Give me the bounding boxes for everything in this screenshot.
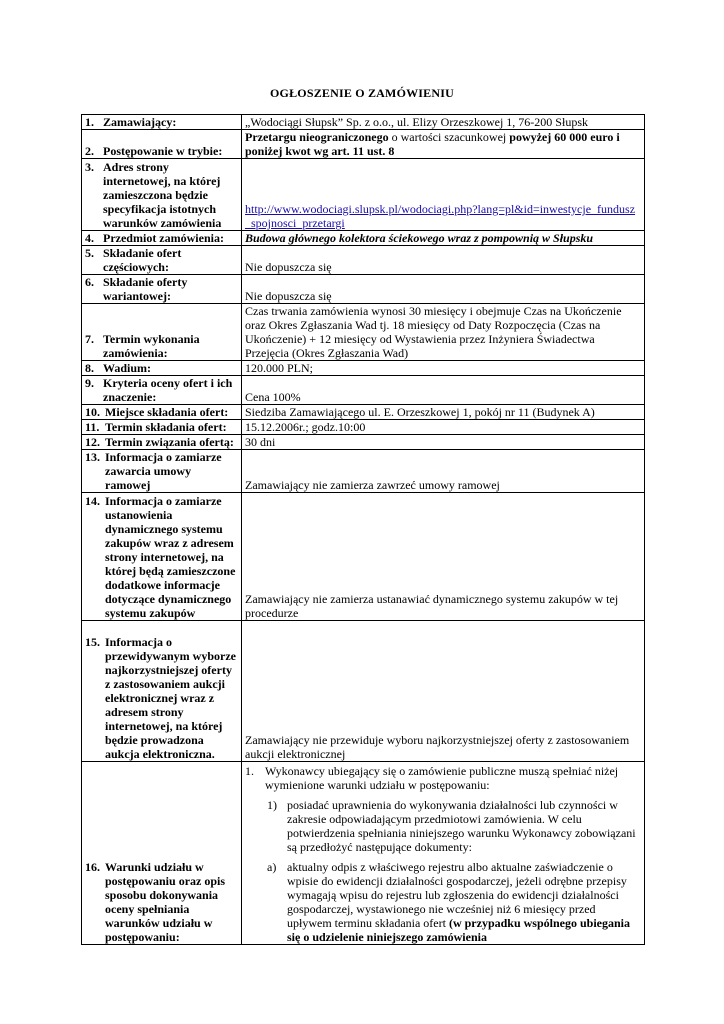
row-number: 3.: [85, 160, 94, 174]
row-label: Informacja o zamiarze ustanowienia dynamicznego systemu zakupów wraz z adresem strony internetowej, na której będą zamieszczone dodatkowe informacje dotyczące dynamicznego systemu zakupów: [105, 494, 236, 620]
row-number: 9.: [85, 376, 94, 390]
row-value: Zamawiający nie zamierza ustanawiać dynamicznego systemu zakupów w tej procedurze: [242, 493, 645, 621]
table-row: [82, 275, 645, 304]
row-number: 1.: [85, 115, 94, 129]
row-value: Budowa głównego kolektora ściekowego wraz z pompownią w Słupsku: [242, 231, 645, 246]
row-label: Składanie oferty wariantowej:: [103, 275, 188, 303]
table-row: [82, 450, 645, 493]
row-value: Siedziba Zamawiającego ul. E. Orzeszkowej 1, pokój nr 11 (Budynek A): [242, 405, 645, 420]
table-row: [82, 361, 645, 376]
row-number: 2.: [85, 144, 94, 158]
announcement-table: [81, 114, 645, 945]
row-label: Informacja o przewidywanym wyborze najkorzystniejszej oferty z zastosowaniem aukcji elektronicznej wraz z adresem strony internetowej, na której będzie prowadzona aukcja elektroniczna.: [105, 635, 236, 761]
row-value: 120.000 PLN;: [242, 361, 645, 376]
row-value: Nie dopuszcza się: [242, 246, 645, 275]
row-number: 16.: [85, 860, 100, 874]
list-item: a) aktualny odpis z właściwego rejestru albo aktualne zaświadczenie o wpisie do ewidencji działalności gospodarczej, jeżeli odrębne przepisy wymagają wpisu do rejestru lub zgłoszenia do ewidencji działalności gospodarczej, wystawionego nie wcześniej niż 6 miesięcy przed upływem terminu składania ofert (w przypadku wspólnego ubiegania się o udzielenie niniejszego zamówienia: [267, 860, 630, 944]
table-row: [82, 159, 645, 231]
table-row: [82, 435, 645, 450]
row-value: [242, 130, 645, 159]
row-label: Przedmiot zamówienia:: [103, 231, 224, 245]
procedure-threshold: powyżej 60 000 euro i poniżej kwot wg art. 11 ust. 8: [245, 130, 620, 158]
row-number: 15.: [85, 635, 100, 649]
row-value: Nie dopuszcza się: [242, 275, 645, 304]
row-value: Czas trwania zamówienia wynosi 30 miesięcy i obejmuje Czas na Ukończenie oraz Okres Zgłaszania Wad tj. 18 miesięcy od Daty Rozpoczęcia (Czas na Ukończenie) + 12 miesięcy od Wystawienia przez Inżyniera Świadectwa Przejęcia (Okres Zgłaszania Wad): [242, 304, 645, 361]
row-value: 30 dni: [242, 435, 645, 450]
row-label: Składanie ofert częściowych:: [103, 246, 182, 274]
row-label: Zamawiający:: [103, 115, 177, 129]
row-number: 7.: [85, 332, 94, 346]
table-row: [82, 376, 645, 405]
row-label: Termin związania ofertą:: [105, 435, 234, 449]
table-row: [82, 304, 645, 361]
row-label: Termin wykonania zamówienia:: [103, 332, 200, 360]
row-number: 13.: [85, 450, 100, 464]
table-row: [82, 493, 645, 621]
row-number: 5.: [85, 246, 94, 260]
row-value: Zamawiający nie przewiduje wyboru najkorzystniejszej oferty z zastosowaniem aukcji elektronicznej: [242, 621, 645, 762]
table-row: [82, 130, 645, 159]
row-label: Informacja o zamiarze zawarcia umowy ramowej: [105, 450, 222, 492]
row-number: 6.: [85, 275, 94, 289]
table-row: [82, 420, 645, 435]
row-number: 10.: [85, 405, 100, 419]
row-label: Warunki udziału w postępowaniu oraz opis sposobu dokonywania oceny spełniania warunków udziału w postępowaniu:: [105, 860, 226, 944]
row-label: Miejsce składania ofert:: [105, 405, 229, 419]
page-title: OGŁOSZENIE O ZAMÓWIENIU: [270, 86, 454, 100]
row-value: Cena 100%: [242, 376, 645, 405]
list-item: 1. Wykonawcy ubiegający się o zamówienie publiczne muszą spełniać niżej wymienione warunki udziału w postępowaniu:: [245, 764, 619, 792]
row-number: 14.: [85, 494, 100, 508]
table-row: [82, 762, 645, 945]
procedure-type: Przetargu nieograniczonego: [245, 130, 389, 144]
row-label: Postępowanie w trybie:: [103, 144, 223, 158]
row-value: [242, 762, 645, 945]
row-number: 12.: [85, 435, 100, 449]
row-value: Zamawiający nie zamierza zawrzeć umowy ramowej: [242, 450, 645, 493]
row-number: 8.: [85, 361, 94, 375]
row-label: Adres strony internetowej, na której zamieszczona będzie specyfikacja istotnych warunków zamówienia: [103, 160, 222, 230]
table-row: [82, 405, 645, 420]
table-row: [82, 115, 645, 130]
row-number: 11.: [85, 420, 100, 434]
siwz-link[interactable]: http://www.wodociagi.slupsk.pl/wodociagi.php?lang=pl&id=inwestycje_fundusz_spojnosci_przetargi: [245, 202, 636, 230]
table-row: [82, 246, 645, 275]
table-row: [82, 621, 645, 762]
procedure-value-text: o wartości szacunkowej: [388, 130, 510, 144]
row-label: Wadium:: [103, 361, 152, 375]
row-value: 15.12.2006r.; godz.10:00: [242, 420, 645, 435]
row-value: „Wodociągi Słupsk” Sp. z o.o., ul. Elizy Orzeszkowej 1, 76-200 Słupsk: [242, 115, 645, 130]
table-row: [82, 231, 645, 246]
row-label: Termin składania ofert:: [105, 420, 227, 434]
row-number: 4.: [85, 231, 94, 245]
row-label: Kryteria oceny ofert i ich znaczenie:: [103, 376, 233, 404]
list-item: 1) posiadać uprawnienia do wykonywania działalności lub czynności w zakresie odpowiadającym przedmiotowi zamówienia. W celu potwierdzenia spełniania niniejszego warunku Wykonawcy zobowiązani są przedłożyć następujące dokumenty:: [267, 798, 636, 854]
